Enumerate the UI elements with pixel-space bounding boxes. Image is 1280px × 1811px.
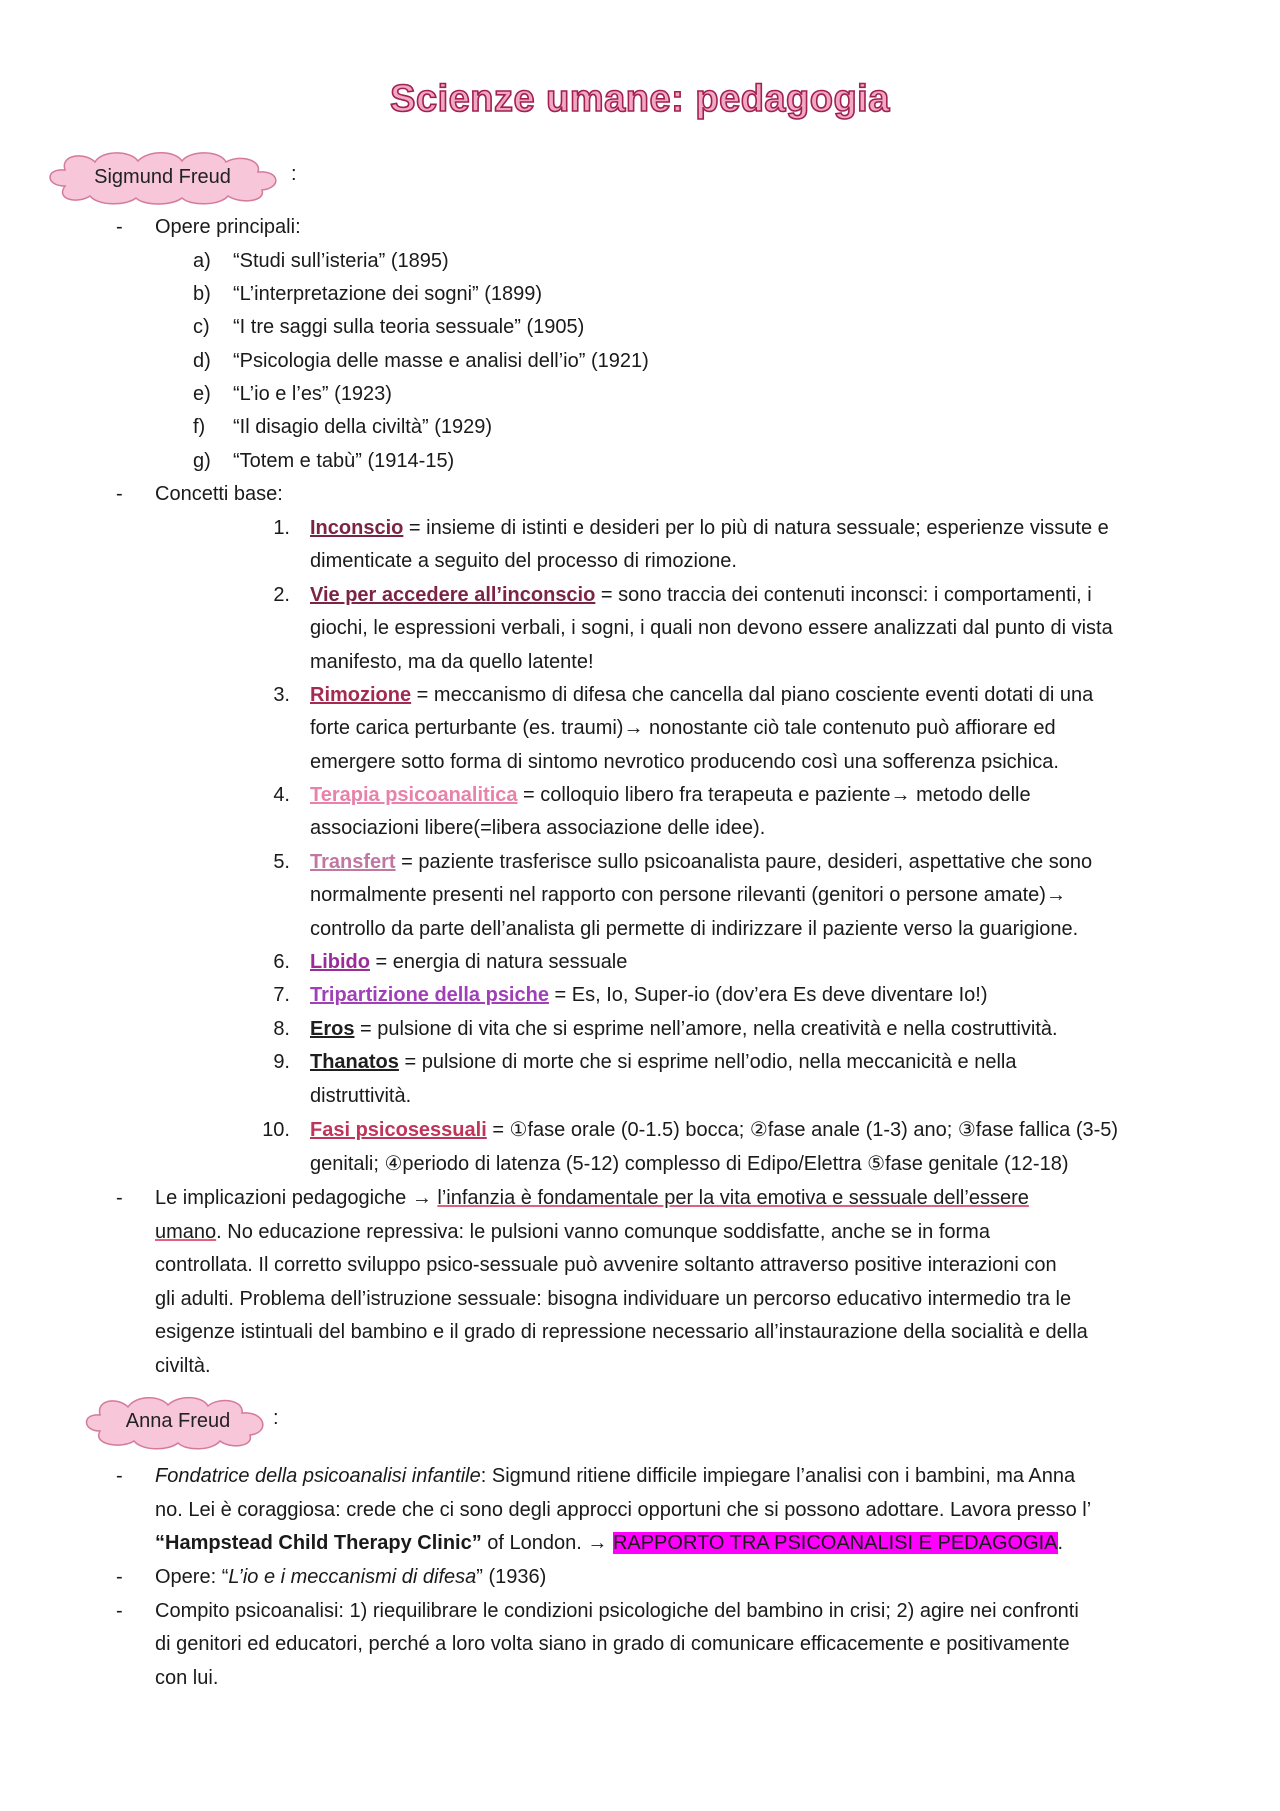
list-item: a) “Studi sull’isteria” (1895) — [193, 250, 449, 272]
term-rimozione: Rimozione — [310, 684, 412, 706]
bullet-dash: - — [116, 1465, 123, 1487]
list-item-cont: genitali; ④periodo di latenza (5-12) complesso di Edipo/Elettra ⑤fase genitale (12-18) — [310, 1153, 1069, 1175]
underlined-phrase: l’infanzia è fondamentale per la vita emotiva e sessuale dell’essere — [437, 1187, 1029, 1209]
list-item-cont: controllo da parte dell’analista gli permette di indirizzare il paziente verso la guarigione. — [310, 918, 1079, 940]
colon: : — [273, 1407, 279, 1429]
term-vie-inconscio: Vie per accedere all’inconscio — [310, 584, 596, 606]
list-item-cont: manifesto, ma da quello latente! — [310, 651, 594, 673]
list-item-cont: distruttività. — [310, 1085, 412, 1107]
highlight-text: RAPPORTO TRA PSICOANALISI E PEDAGOGIA — [612, 1532, 1058, 1554]
list-number: 8. — [273, 1018, 290, 1040]
list-item: Inconscio = insieme di istinti e desideri per lo più di natura sessuale; esperienze vissute e — [310, 517, 1109, 539]
concepts-heading: Concetti base: — [155, 483, 283, 505]
list-item-cont: forte carica perturbante (es. traumi)→ nonostante ciò tale contenuto può affiorare ed — [310, 717, 1056, 739]
list-item-cont: emergere sotto forma di sintomo nevrotico producendo così una sofferenza psichica. — [310, 751, 1059, 773]
list-item: Thanatos = pulsione di morte che si esprime nell’odio, nella meccanicità e nella — [310, 1051, 1017, 1073]
list-number: 9. — [273, 1051, 290, 1073]
list-item: g) “Totem e tabù” (1914-15) — [193, 450, 455, 472]
list-item: Vie per accedere all’inconscio = sono traccia dei contenuti inconsci: i comportamenti, i — [310, 584, 1092, 606]
list-item: Tripartizione della psiche = Es, Io, Super-io (dov’era Es deve diventare Io!) — [310, 984, 988, 1006]
cloud-label-anna — [78, 1391, 278, 1451]
term-fasi: Fasi psicosessuali — [310, 1119, 487, 1141]
term-terapia: Terapia psicoanalitica — [310, 784, 518, 806]
list-item: e) “L’io e l’es” (1923) — [193, 383, 392, 405]
anna-bullet-2: Opere: “L’io e i meccanismi di difesa” (1936) — [155, 1566, 547, 1588]
term-tripartizione: Tripartizione della psiche — [310, 984, 549, 1006]
bullet-dash: - — [116, 1566, 123, 1588]
list-number: 7. — [273, 984, 290, 1006]
list-item-cont: giochi, le espressioni verbali, i sogni, i quali non devono essere analizzati dal punto di vista — [310, 617, 1113, 639]
list-item-cont: normalmente presenti nel rapporto con persone rilevanti (genitori o persone amate)→ — [310, 884, 1066, 906]
bullet-dash: - — [116, 216, 123, 238]
term-eros: Eros — [310, 1018, 355, 1040]
term-transfert: Transfert — [310, 851, 396, 873]
list-number: 6. — [273, 951, 290, 973]
bullet-dash: - — [116, 1187, 123, 1209]
list-item: Rimozione = meccanismo di difesa che cancella dal piano cosciente eventi dotati di una — [310, 684, 1094, 706]
list-number: 3. — [273, 684, 290, 706]
list-item: Terapia psicoanalitica = colloquio libero fra terapeuta e paziente→ metodo delle — [310, 784, 1031, 806]
list-item: Fasi psicosessuali = ①fase orale (0-1.5) bocca; ②fase anale (1-3) ano; ③fase fallica (3-5) — [310, 1119, 1119, 1141]
list-item: b) “L’interpretazione dei sogni” (1899) — [193, 283, 543, 305]
cloud-label-freud — [40, 146, 285, 208]
bullet-dash: - — [116, 483, 123, 505]
list-item: Transfert = paziente trasferisce sullo psicoanalista paure, desideri, aspettative che sono — [310, 851, 1093, 873]
list-item: c) “I tre saggi sulla teoria sessuale” (1905) — [193, 316, 585, 338]
list-item: d) “Psicologia delle masse e analisi dell’io” (1921) — [193, 350, 649, 372]
cloud-text: Anna Freud — [125, 1409, 231, 1432]
list-item-cont: dimenticate a seguito del processo di rimozione. — [310, 550, 737, 572]
term-inconscio: Inconscio — [310, 517, 404, 539]
page-title: Scienze umane: pedagogia — [390, 78, 890, 120]
list-item: Eros = pulsione di vita che si esprime nell’amore, nella creatività e nella costruttività. — [310, 1018, 1058, 1040]
works-heading: Opere principali: — [155, 216, 301, 238]
bullet-dash: - — [116, 1600, 123, 1622]
term-libido: Libido — [310, 951, 370, 973]
list-number: 4. — [273, 784, 290, 806]
list-item: Libido = energia di natura sessuale — [310, 951, 628, 973]
list-number: 10. — [262, 1119, 290, 1141]
cloud-text: Sigmund Freud — [94, 165, 231, 188]
term-thanatos: Thanatos — [310, 1051, 399, 1073]
list-number: 2. — [273, 584, 290, 606]
colon: : — [291, 163, 297, 185]
list-number: 5. — [273, 851, 290, 873]
list-number: 1. — [273, 517, 290, 539]
list-item: f) “Il disagio della civiltà” (1929) — [193, 416, 493, 438]
list-item-cont: associazioni libere(=libera associazione delle idee). — [310, 817, 766, 839]
